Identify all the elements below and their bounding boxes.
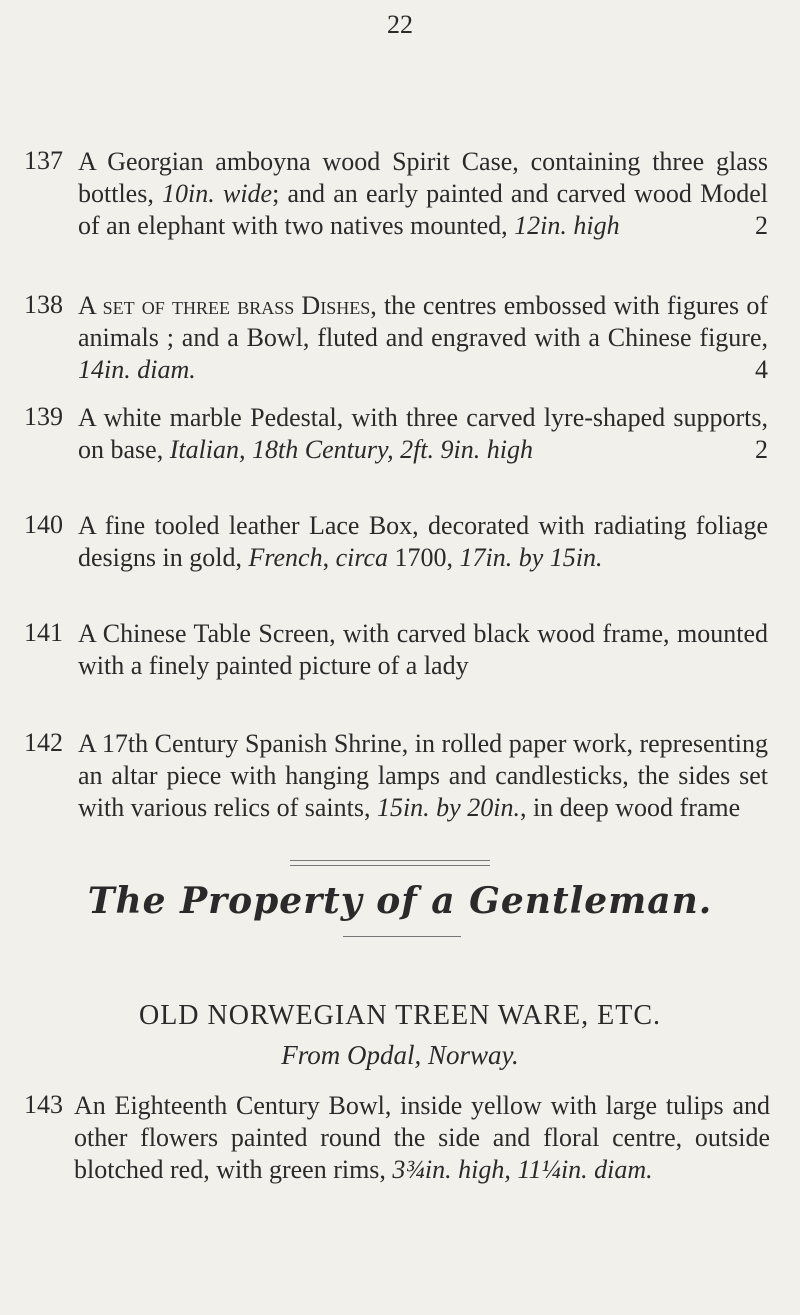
lot-quantity: 2 bbox=[755, 211, 768, 240]
lot-quantity: 4 bbox=[755, 355, 768, 384]
lot-title-smallcaps: set of three brass Dishes bbox=[102, 291, 371, 320]
lot-text-lead: A Georgian amboyna wood Spirit Case, containing three glass bottles, bbox=[78, 147, 768, 208]
lot-dimension: 15in. by 20in. bbox=[376, 793, 520, 822]
lot-number: 138 bbox=[24, 290, 63, 319]
lot-origin: French bbox=[248, 543, 323, 572]
lot-dimension: 17in. by 15in. bbox=[459, 543, 603, 572]
lot-number: 143 bbox=[24, 1090, 63, 1119]
lot-dimension: 12in. high bbox=[514, 211, 620, 240]
lot-description: A Chinese Table Screen, with carved black wood frame, mounted with a finely painted picture of a lady bbox=[78, 619, 768, 680]
lot-circa: circa bbox=[335, 543, 389, 572]
lot-text-lead: A fine tooled leather Lace Box, decorated with radiating foliage designs in gold, bbox=[78, 511, 768, 572]
lot-number: 139 bbox=[24, 402, 63, 431]
lot-dimension: 10in. wide bbox=[162, 179, 273, 208]
lot-description bbox=[78, 290, 768, 386]
lot-text-lead: A 17th Century Spanish Shrine, in rolled paper work, representing an altar piece with hanging lamps and candlesticks, the sides set with various relics of saints, bbox=[78, 729, 768, 822]
lot-number: 141 bbox=[24, 618, 63, 647]
lot-description bbox=[74, 1090, 770, 1186]
lot-dimension: 3¾in. high, 11¼in. diam. bbox=[392, 1155, 653, 1184]
section-heading: The Property of a Gentleman. bbox=[87, 880, 713, 922]
lot-number: 137 bbox=[24, 146, 63, 175]
lot-number: 142 bbox=[24, 728, 63, 757]
lot-description bbox=[78, 146, 768, 242]
lot-text-middle: , bbox=[322, 543, 336, 572]
page-number: 22 bbox=[387, 10, 413, 39]
lot-quantity: 2 bbox=[755, 435, 768, 464]
lot-dimension: 14in. diam. bbox=[78, 355, 196, 384]
lot-text-lead: An Eighteenth Century Bowl, inside yellow with large tulips and other flowers painted round the side and floral centre, outside blotched red, with green rims, bbox=[74, 1091, 770, 1184]
provenance-line: From Opdal, Norway. bbox=[281, 1040, 519, 1070]
lot-number: 140 bbox=[24, 510, 63, 539]
lot-text-tail: , in deep wood frame bbox=[519, 793, 741, 822]
lot-text-lead: A white marble Pedestal, with three carved lyre-shaped supports, on base, bbox=[78, 403, 768, 464]
section-divider bbox=[290, 860, 490, 866]
lot-text-middle: , the centres embossed with figures of animals ; and a Bowl, fluted and engraved with a Chinese figure, bbox=[78, 291, 768, 352]
heading-underline bbox=[343, 936, 461, 937]
lot-text-tail: 1700, bbox=[388, 543, 460, 572]
lot-description bbox=[78, 402, 768, 466]
section-subheading: OLD NORWEGIAN TREEN WARE, ETC. bbox=[138, 1000, 662, 1031]
lot-description bbox=[78, 510, 768, 574]
lot-text-lead: A bbox=[78, 291, 103, 320]
lot-description bbox=[78, 728, 768, 824]
lot-text-middle: ; and an early painted and carved wood Model of an elephant with two natives mounted, bbox=[78, 179, 768, 240]
lot-attribution: Italian, 18th Century, 2ft. 9in. high bbox=[169, 435, 533, 464]
